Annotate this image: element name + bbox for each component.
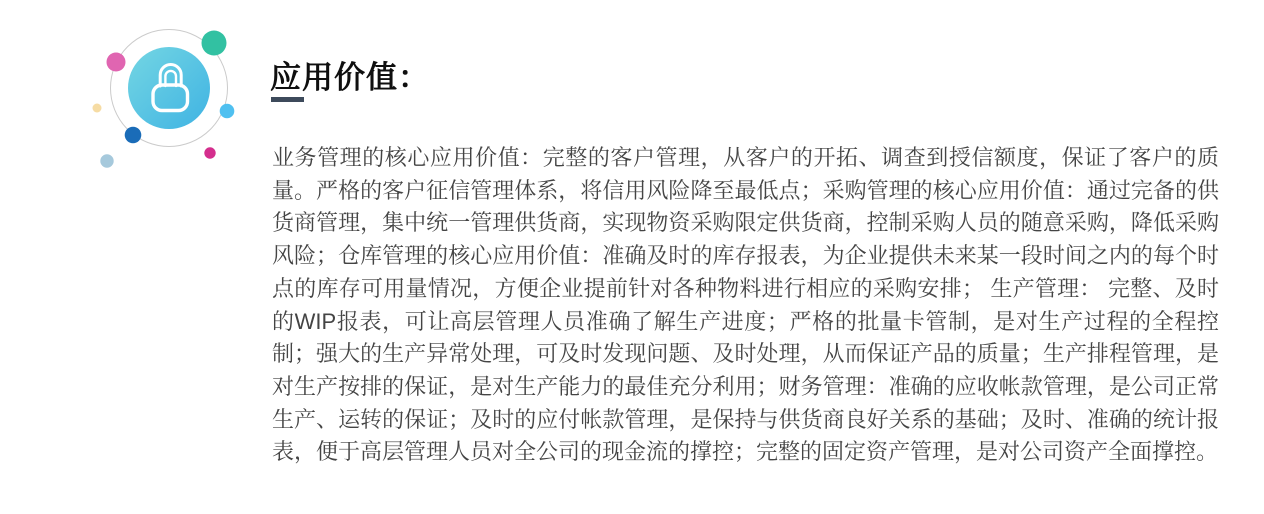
teal-dot [202,31,227,56]
sky-dot [220,104,235,119]
page-title: 应用价值： [270,59,430,95]
steel-dot [100,154,113,167]
lock-circle [128,47,210,129]
pink-dot [107,53,126,72]
title-divider [271,97,304,102]
lock-badge-graphic [0,0,260,195]
blue-dot [125,127,142,144]
value-description-paragraph: 业务管理的核心应用价值：完整的客户管理，从客户的开拓、调查到授信额度，保证了客户的质量。严格的客户征信管理体系，将信用风险降至最低点；采购管理的核心应用价值：通过完备的供货商管理，集中统一管理供货商，实现物资采购限定供货商，控制采购人员的随意采购，降低采购风险；仓库管理的核心应用价值：准确及时的库存报表，为企业提供未来某一段时间之内的每个时点的库存可用量情况，方便企业提前针对各种物料进行相应的采购安排； 生产管理： 完整、及时的WIP报表，可让高层管理人员准确了解生产进度；严格的批量卡管制，是对生产过程的全程控制；强大的生产异常处理，可及时发现问题、及时处理，从而保证产品的质量；生产排程管理，是对生产按排的保证，是对生产能力的最佳充分利用；财务管理：准确的应收帐款管理，是公司正常生产、运转的保证；及时的应付帐款管理，是保持与供货商良好关系的基础；及时、准确的统计报表，便于高层管理人员对全公司的现金流的撑控；完整的固定资产管理，是对公司资产全面撑控。 [272,145,1219,465]
yellow-dot [93,104,102,113]
magenta-dot [204,147,215,158]
